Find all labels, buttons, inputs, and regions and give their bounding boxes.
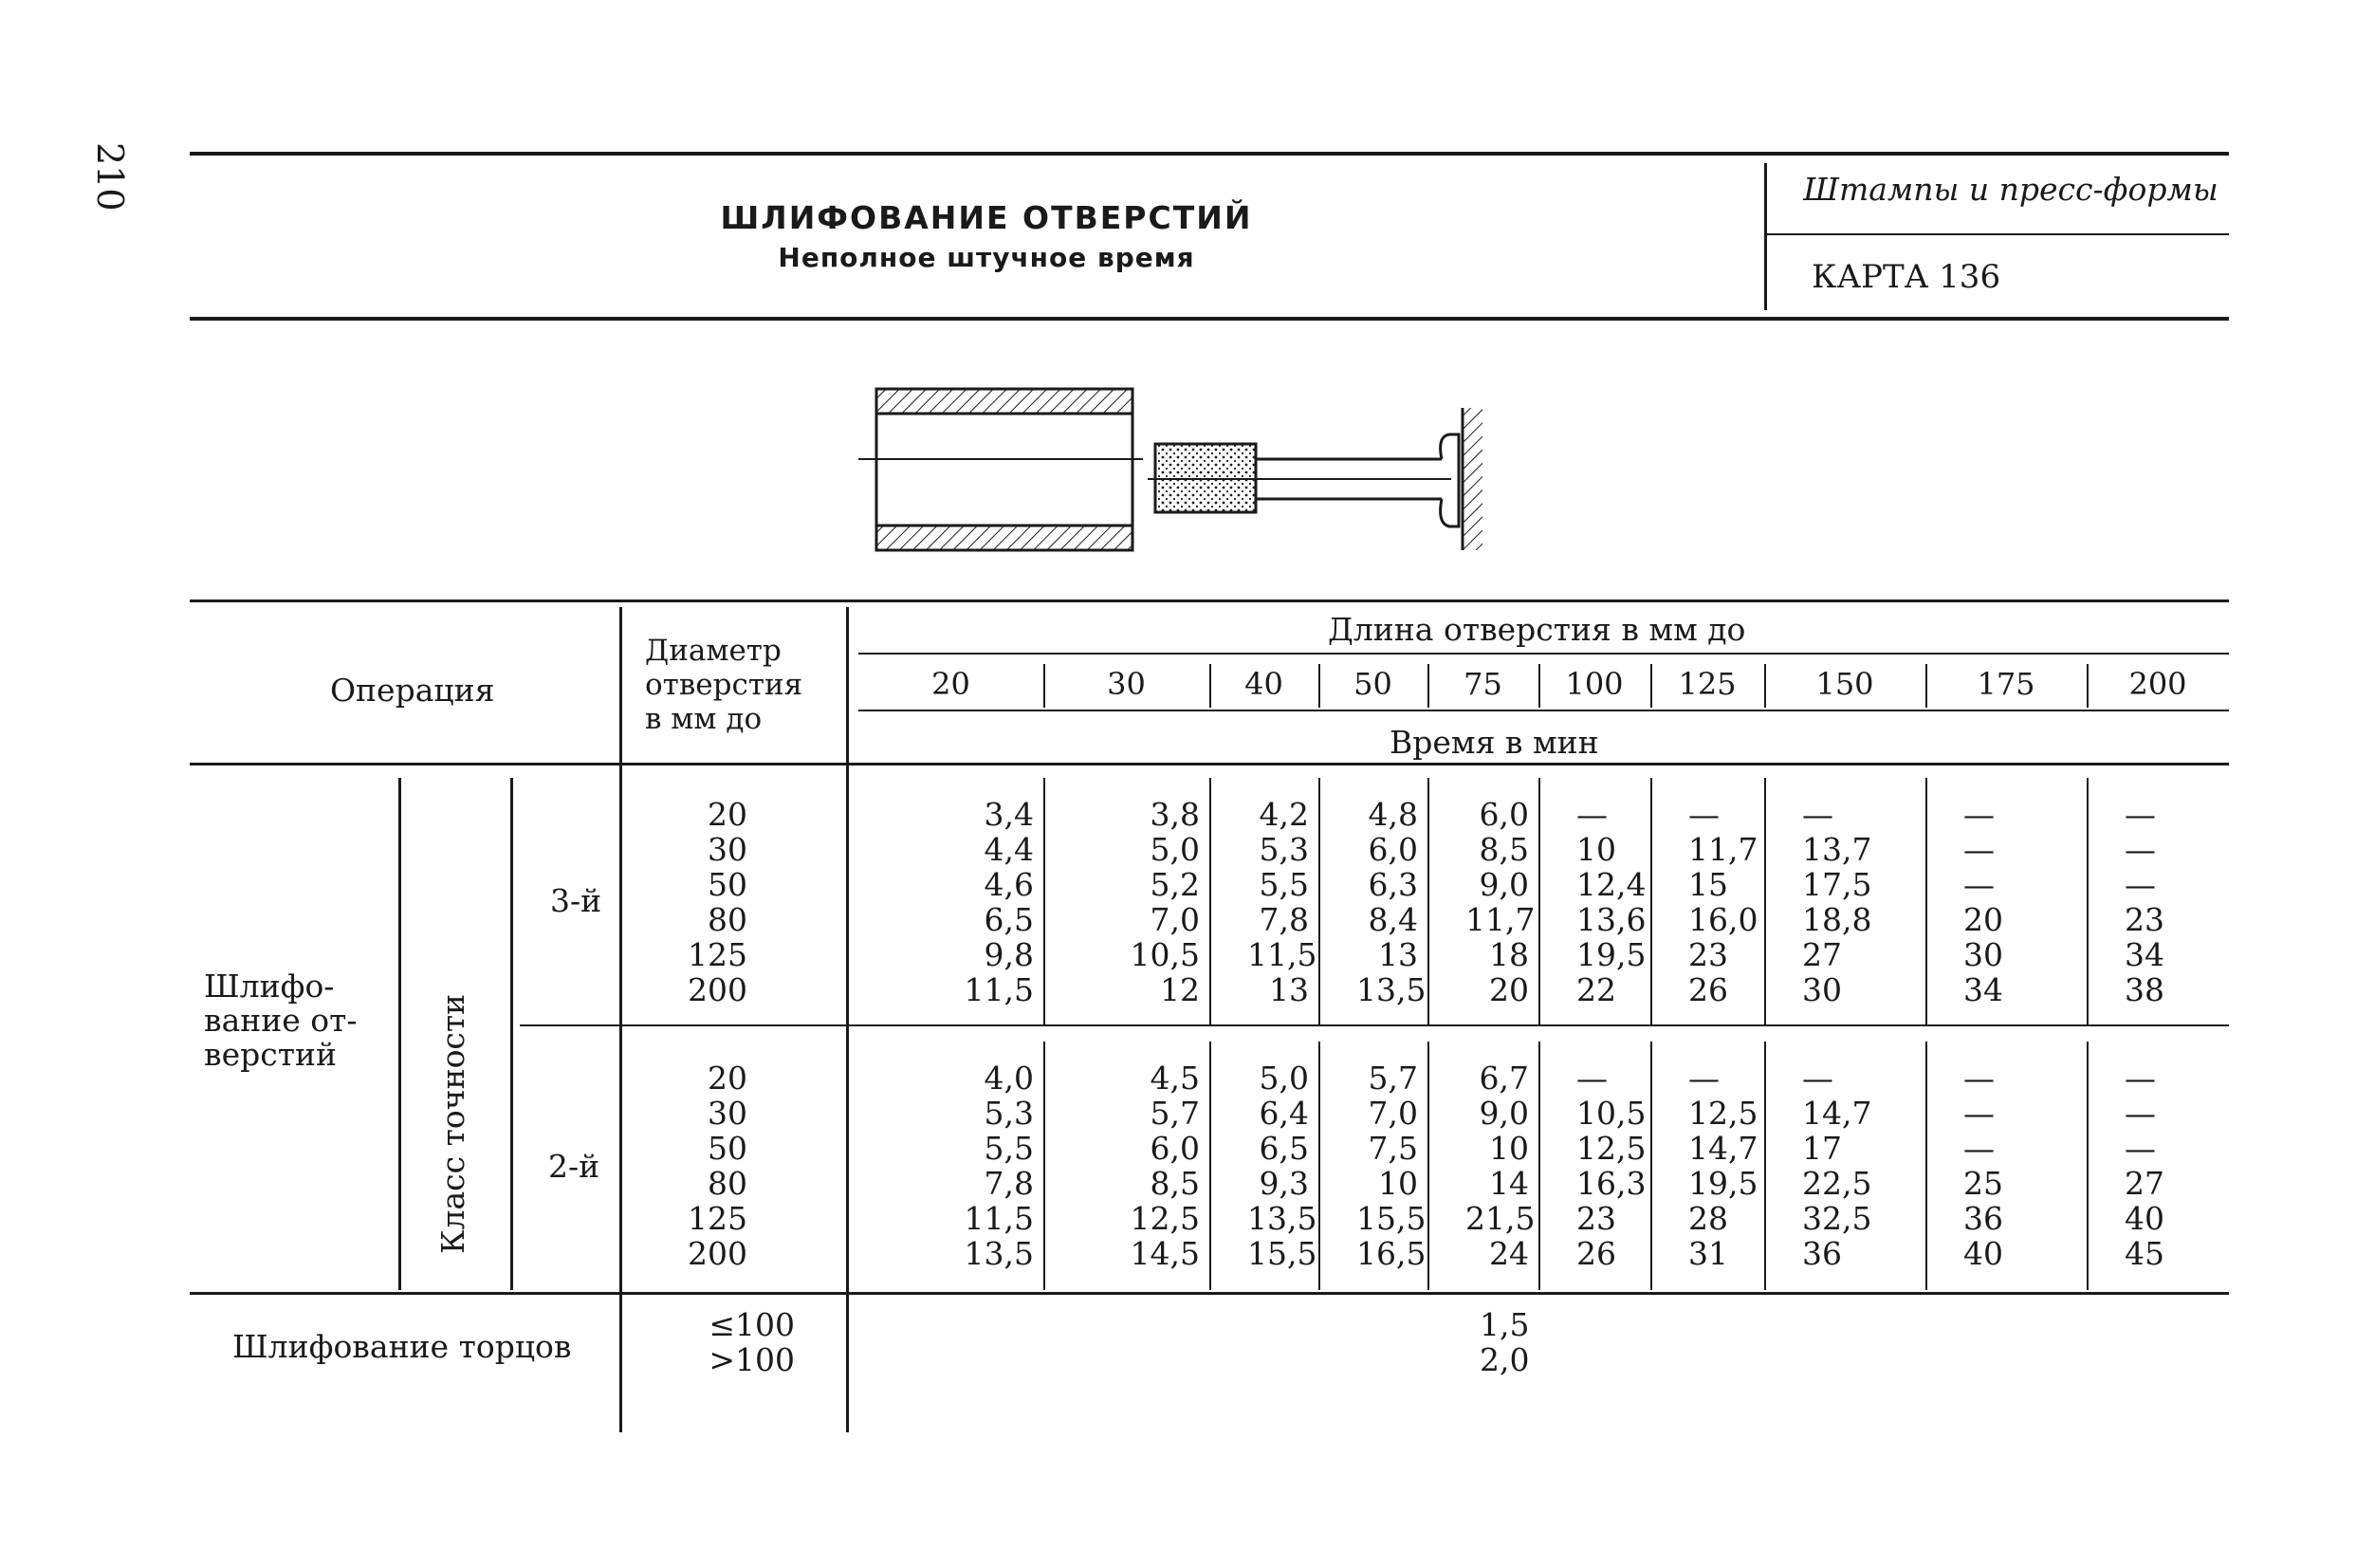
mount-wall — [1463, 408, 1482, 550]
column-divider — [1650, 778, 1652, 1024]
length-header-40: 40 — [1244, 666, 1283, 702]
time-column-30: 3,8 5,0 5,2 7,0 10,5 12 — [1130, 796, 1200, 1008]
header-time: Время в мин — [1390, 724, 1599, 761]
length-divider — [1538, 664, 1540, 708]
column-divider — [1925, 778, 1927, 1024]
time-column-175: — — — 25 36 40 — [1963, 1060, 2003, 1272]
time-column-50: 4,8 6,0 6,3 8,4 13 13,5 — [1356, 796, 1427, 1008]
time-column-150: — 13,7 17,5 18,8 27 30 — [1802, 796, 1872, 1008]
length-divider — [1318, 664, 1320, 708]
class-2-label: 2-й — [548, 1148, 600, 1185]
column-divider — [1318, 778, 1320, 1024]
class-3-label: 3-й — [550, 882, 602, 919]
length-divider — [1925, 664, 1927, 708]
length-header-200: 200 — [2128, 666, 2187, 702]
time-column-175: — — — 20 30 34 — [1963, 796, 2003, 1008]
time-column-100: — 10,5 12,5 16,3 23 26 — [1576, 1060, 1647, 1272]
header-diameter: Диаметр отверстия в мм до — [645, 634, 803, 736]
column-divider — [2087, 778, 2089, 1024]
lengths-rule — [858, 710, 2229, 711]
operation-hole-grinding: Шлифо- вание от- верстий — [204, 968, 358, 1073]
time-column-125: — 11,7 15 16,0 23 26 — [1688, 796, 1758, 1008]
precision-col-rule — [398, 778, 401, 1290]
time-column-75: 6,7 9,0 10 14 21,5 24 — [1465, 1060, 1536, 1272]
workpiece-bore — [876, 389, 1132, 550]
time-column-30: 4,5 5,7 6,0 8,5 12,5 14,5 — [1130, 1060, 1200, 1272]
time-column-20: 4,0 5,3 5,5 7,8 11,5 13,5 — [964, 1060, 1034, 1272]
length-divider — [1209, 664, 1211, 708]
column-divider — [1043, 1042, 1045, 1290]
column-divider — [1209, 1042, 1211, 1290]
column-divider — [1209, 778, 1211, 1024]
time-column-50: 5,7 7,0 7,5 10 15,5 16,5 — [1356, 1060, 1427, 1272]
column-divider — [1043, 778, 1045, 1024]
diam-col-rule — [846, 607, 849, 1432]
grinding-wheel — [1155, 444, 1256, 512]
time-column-150: — 14,7 17 22,5 32,5 36 — [1802, 1060, 1872, 1272]
time-column-40: 5,0 6,4 6,5 9,3 13,5 15,5 — [1247, 1060, 1317, 1272]
page-title: ШЛИФОВАНИЕ ОТВЕРСТИЙ — [720, 199, 1253, 236]
length-header-20: 20 — [931, 666, 970, 702]
time-column-125: — 12,5 14,7 19,5 28 31 — [1688, 1060, 1758, 1272]
column-divider — [1538, 778, 1540, 1024]
length-header-50: 50 — [1353, 666, 1392, 702]
class-col-rule — [510, 778, 513, 1290]
header-bottom-table-rule — [190, 763, 2229, 766]
face-diameters: ≤100 >100 — [709, 1306, 795, 1378]
length-header-75: 75 — [1464, 666, 1502, 702]
diameters-class-2: 20 30 50 80 125 200 — [688, 1060, 747, 1272]
page-subtitle: Неполное штучное время — [778, 242, 1195, 273]
diameters-class-3: 20 30 50 80 125 200 — [688, 796, 747, 1008]
length-header-175: 175 — [1977, 666, 2035, 702]
header-length: Длина отверстия в мм до — [1328, 611, 1746, 648]
category-label: Штампы и пресс-формы — [1803, 171, 2219, 208]
column-divider — [1427, 778, 1429, 1024]
length-header-100: 100 — [1565, 666, 1624, 702]
column-divider — [1764, 778, 1766, 1024]
section-divider-rule — [190, 1292, 2229, 1295]
column-divider — [1427, 1042, 1429, 1290]
time-column-40: 4,2 5,3 5,5 7,8 11,5 13 — [1247, 796, 1317, 1008]
time-column-20: 3,4 4,4 4,6 6,5 9,8 11,5 — [964, 796, 1034, 1008]
header-operation: Операция — [330, 672, 495, 709]
length-divider — [1043, 664, 1045, 708]
time-column-75: 6,0 8,5 9,0 11,7 18 20 — [1465, 796, 1536, 1008]
face-times: 1,5 2,0 — [1480, 1306, 1530, 1378]
length-header-125: 125 — [1678, 666, 1737, 702]
page-number: 210 — [89, 142, 131, 212]
length-header-150: 150 — [1815, 666, 1874, 702]
column-divider — [1650, 1042, 1652, 1290]
time-column-200: — — — 23 34 38 — [2125, 796, 2164, 1008]
length-divider — [2087, 664, 2089, 708]
length-rule — [858, 653, 2229, 655]
length-divider — [1427, 664, 1429, 708]
length-header-30: 30 — [1107, 666, 1146, 702]
precision-class-label: Класс точности — [434, 993, 471, 1254]
column-divider — [1538, 1042, 1540, 1290]
length-divider — [1764, 664, 1766, 708]
time-column-100: — 10 12,4 13,6 19,5 22 — [1576, 796, 1647, 1008]
spindle — [1256, 434, 1459, 526]
operation-face-grinding: Шлифование торцов — [232, 1328, 572, 1365]
column-divider — [2087, 1042, 2089, 1290]
group-divider-rule — [520, 1024, 2229, 1026]
column-divider — [1764, 1042, 1766, 1290]
column-divider — [1925, 1042, 1927, 1290]
card-number: КАРТА 136 — [1812, 258, 2001, 296]
length-divider — [1650, 664, 1652, 708]
time-column-200: — — — 27 40 45 — [2125, 1060, 2164, 1272]
table-top-rule — [190, 600, 2229, 602]
column-divider — [1318, 1042, 1320, 1290]
op-col-rule — [619, 607, 622, 1432]
